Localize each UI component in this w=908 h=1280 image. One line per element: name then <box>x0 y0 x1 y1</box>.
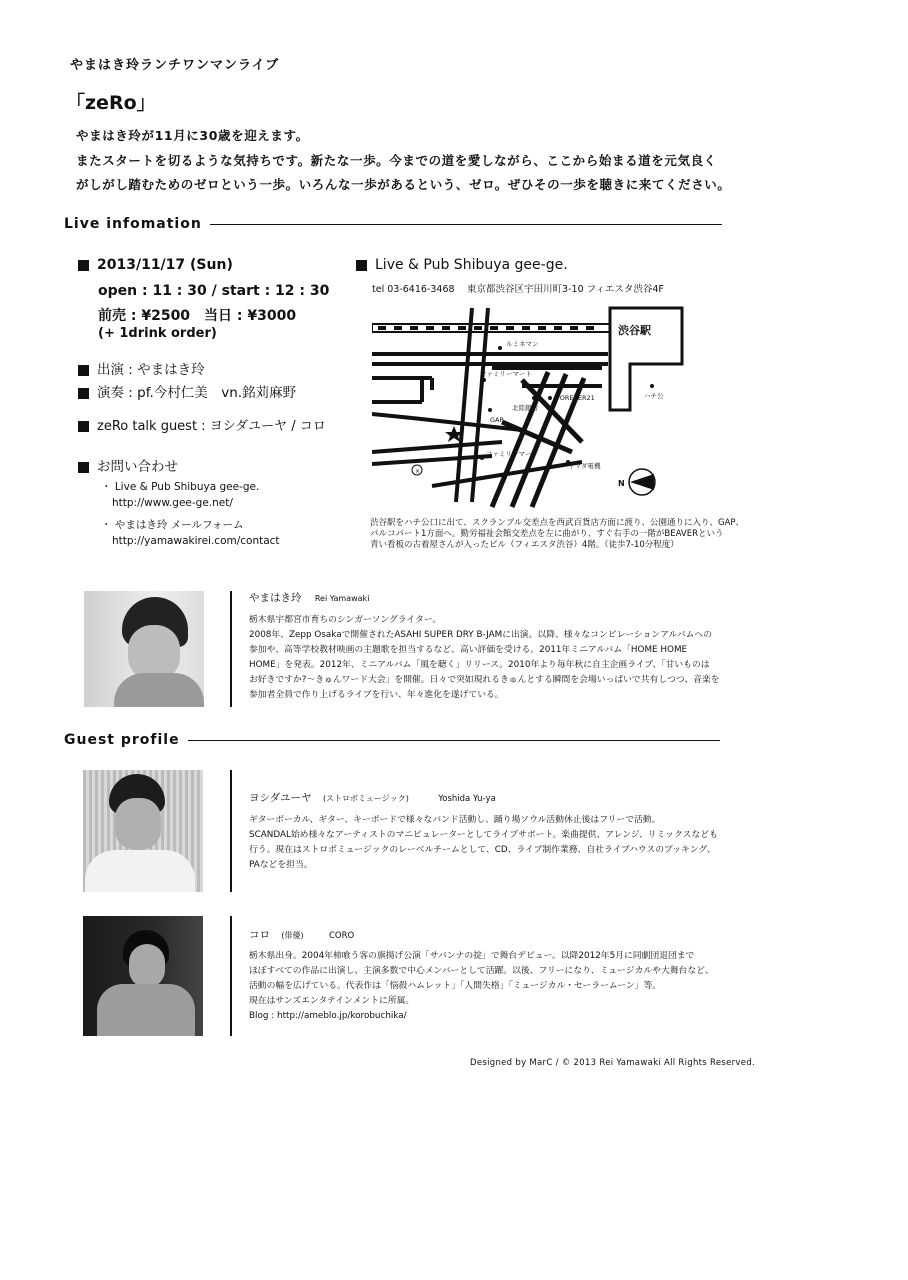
artist-bio-1: 栃木県宇都宮市育ちのシンガーソングライター。 <box>249 615 442 625</box>
divider <box>230 591 232 707</box>
live-info-heading-text: Live infomation <box>64 216 202 232</box>
bullet-square-icon <box>78 388 89 399</box>
guest1-bio-3: 行う。現在はストロボミュージックのレーベルチームとして、CD、ライブ制作業務、自社ライブハウスのブッキング、 <box>249 845 716 855</box>
talk-guest: zeRo talk guest : ヨシダユーヤ / コロ <box>97 419 326 434</box>
performer: 出演 : やまはき玲 <box>97 362 205 378</box>
guest1-romaji: Yoshida Yu-ya <box>438 794 496 804</box>
performer-row <box>78 358 205 378</box>
contact-mail-name: ・ やまはき玲 メールフォーム <box>101 519 244 531</box>
intro-line-2: またスタートを切るような気持ちです。新たな一歩。今までの道を愛しながら、ここから始まる道を元気良く <box>76 153 717 168</box>
divider <box>230 916 232 1036</box>
hokuriku-label: 北陸銀行 <box>512 404 538 412</box>
directions-line-3: 青い看板の古着屋さんが入ったビル（フィエスタ渋谷）4階。（徒歩7-10分程度） <box>370 540 679 550</box>
artist-name: やまはき玲 <box>249 592 302 604</box>
svg-text:×: × <box>415 468 421 475</box>
venue-map <box>372 302 692 512</box>
heading-rule <box>210 224 722 225</box>
guest2-name-row <box>249 927 354 942</box>
guest-row <box>78 415 326 434</box>
directions-line-1: 渋谷駅をハチ公口に出て、スクランブル交差点を西武百貨店方面に渡り、公園通りに入り、GAP、 <box>370 518 745 528</box>
guest-heading-text: Guest profile <box>64 732 180 748</box>
guest2-bio-2: ほぼすべての作品に出演し、主演多数で中心メンバーとして活躍。以後、フリーになり、ミュージカルや大舞台など、 <box>249 966 714 976</box>
venue-tel-address: tel 03-6416-3468 東京都渋谷区宇田川町3-10 フィエスタ渋谷4F <box>372 284 664 295</box>
event-time: open : 11 : 30 / start : 12 : 30 <box>98 283 330 299</box>
heading-rule <box>188 740 720 741</box>
station-label: 渋谷駅 <box>618 324 651 337</box>
guest1-photo <box>83 770 203 892</box>
directions-line-2: パルコパート1方面へ。勤労福祉会館交差点を左に曲がり、すぐ右手の一階がBEAVERという <box>370 529 724 539</box>
familymart1-label: ファミリーマート <box>480 370 532 378</box>
guest2-blog[interactable]: Blog : http://ameblo.jp/korobuchika/ <box>249 1011 407 1021</box>
intro-line-1: やまはき玲が11月に30歳を迎えます。 <box>76 128 309 143</box>
artist-bio-4: HOME」を発表。2012年、ミニアルバム「風を聴く」リリース。2010年より毎年秋に自主企画ライブ、「甘いものは <box>249 660 710 670</box>
venue-row <box>356 257 568 273</box>
guest2-bio-1: 栃木県出身。2004年柿喰う客の旗揚げ公演「サバンナの掟」で舞台デビュー。以降2012年5月に同劇団退団まで <box>249 951 695 961</box>
event-title: 「zeRo」 <box>66 92 156 114</box>
artist-name-row <box>249 590 369 605</box>
guest1-name: ヨシダユーヤ <box>249 792 312 804</box>
artist-bio-2: 2008年、Zepp Osakaで開催されたASAHI SUPER DRY B-JAMに出演。以降、様々なコンピレーションアルバムへの <box>249 630 713 640</box>
guest-heading <box>64 732 720 748</box>
divider <box>230 770 232 892</box>
bullet-square-icon <box>78 421 89 432</box>
guest1-bio-1: ギターボーカル、ギター、キーボードで様々なバンド活動し、踊り場ソウル活動休止後はフリーで活動。 <box>249 815 661 825</box>
guest2-romaji: CORO <box>328 931 355 941</box>
guest1-name-row <box>249 790 496 805</box>
north-label: N <box>618 479 625 488</box>
guest2-photo <box>83 916 203 1036</box>
artist-romaji: Rei Yamawaki <box>314 594 370 603</box>
lumine-label: ルミネマン <box>506 340 539 348</box>
guest1-note: (ストロボミュージック) <box>322 794 409 803</box>
guest2-name: コロ <box>249 929 270 941</box>
contact-heading-row <box>78 455 178 475</box>
artist-bio-3: 参加や、高等学校教材映画の主題歌を担当するなど、高い評価を受ける。2011年ミニアルバム「HOME HOME <box>249 645 688 655</box>
players: 演奏 : pf.今村仁美 vn.銘苅麻野 <box>97 385 297 401</box>
contact-venue-url[interactable]: http://www.gee-ge.net/ <box>112 497 233 509</box>
intro-line-3: がしがし踏むためのゼロという一歩。いろんな一歩があるという、ゼロ。ぜひその一歩を聴きに来てください。 <box>76 177 731 192</box>
hachiko-label: ハチ公 <box>644 392 664 400</box>
contact-heading: お問い合わせ <box>97 459 178 475</box>
contact-mail-url[interactable]: http://yamawakirei.com/contact <box>112 535 280 547</box>
bullet-square-icon <box>78 462 89 473</box>
players-row <box>78 381 296 401</box>
guest1-bio-4: PAなどを担当。 <box>249 860 313 870</box>
guest2-note: (俳優) <box>281 931 304 940</box>
event-subtitle: やまはき玲ランチワンマンライブ <box>70 58 280 73</box>
artist-bio-6: 参加者全員で作り上げるライブを行い、年々進化を遂げている。 <box>249 690 504 700</box>
guest2-bio-4: 現在はサンズエンタテインメントに所属。 <box>249 996 415 1006</box>
footer-credit: Designed by MarC / © 2013 Rei Yamawaki All Rights Reserved. <box>470 1058 755 1068</box>
event-date: 2013/11/17 (Sun) <box>97 257 233 273</box>
bullet-square-icon <box>78 365 89 376</box>
bullet-square-icon <box>78 260 89 271</box>
gap-label: GAP <box>490 416 504 424</box>
event-date-row <box>78 257 233 273</box>
bullet-square-icon <box>356 260 367 271</box>
artist-bio-5: お好きですか?～きゅんワード大会」を開催。日々で突如現れるきゅんとする瞬間を会場いっぱいで共有しつつ、音楽を <box>249 675 720 685</box>
live-info-heading <box>64 216 722 232</box>
venue-name: Live & Pub Shibuya gee-ge. <box>375 257 568 273</box>
familymart2-label: ファミリーマート <box>486 450 538 458</box>
event-price: 前売 : ¥2500 当日 : ¥3000 <box>98 308 297 324</box>
guest2-bio-3: 活動の幅を広げている。代表作は「悩殺ハムレット」「人間失格」「ミュージカル・セーラームーン」等。 <box>249 981 662 991</box>
yamada-label: ヤマダ電機 <box>568 462 601 470</box>
artist-photo <box>84 591 204 707</box>
drink-note: (+ 1drink order) <box>98 326 217 341</box>
contact-venue-name: ・ Live & Pub Shibuya gee-ge. <box>101 481 260 493</box>
forever21-label: FOREVER21 <box>556 394 595 402</box>
guest1-bio-2: SCANDAL始め様々なアーティストのマニピュレーターとしてライブサポート。楽曲提供、アレンジ、リミックスなども <box>249 830 718 840</box>
